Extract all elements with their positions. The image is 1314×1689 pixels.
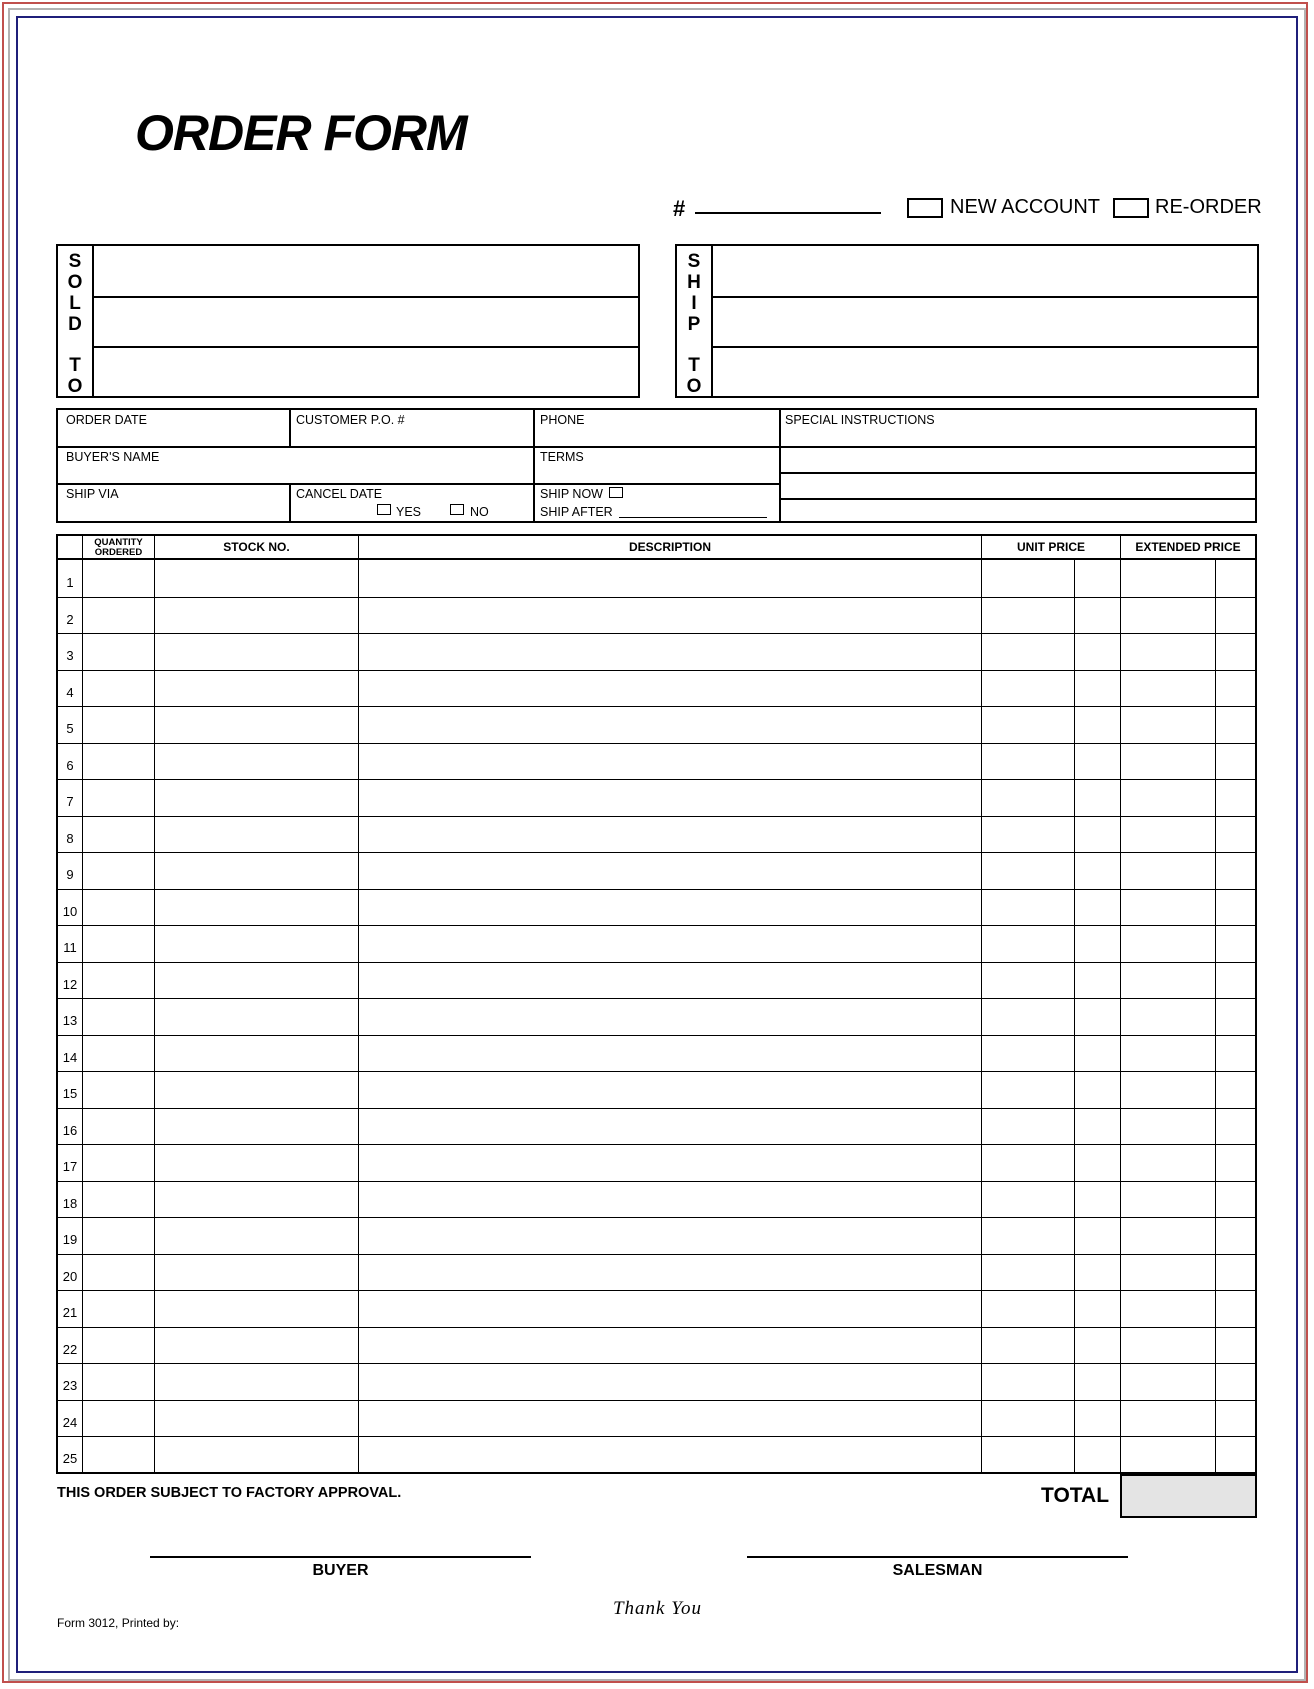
row-number: 12 xyxy=(62,976,78,992)
table-row-line xyxy=(58,852,1255,853)
sold-to-letter: O xyxy=(67,376,83,397)
row-number: 8 xyxy=(66,830,74,846)
sold-to-letter: O xyxy=(67,272,83,293)
table-row-line xyxy=(58,1363,1255,1364)
thank-you-text: Thank You xyxy=(612,1598,703,1619)
ship-to-letter: O xyxy=(686,376,702,397)
row-number: 13 xyxy=(62,1013,78,1028)
column-line xyxy=(358,536,359,1472)
row-number: 24 xyxy=(62,1414,78,1430)
grid-line xyxy=(58,483,779,485)
sold-to-label xyxy=(58,246,94,396)
terms-label: TERMS xyxy=(540,450,584,464)
row-number: 21 xyxy=(62,1305,78,1320)
row-number: 22 xyxy=(62,1341,78,1357)
ship-after-label: SHIP AFTER xyxy=(540,505,613,519)
special-instructions-label: SPECIAL INSTRUCTIONS xyxy=(785,413,935,427)
ship-to-letter: T xyxy=(688,355,700,376)
row-number: 23 xyxy=(62,1378,78,1393)
extended-price-header: EXTENDED PRICE xyxy=(1135,540,1241,554)
grid-line xyxy=(779,410,781,521)
cents-column-line xyxy=(1074,558,1075,1472)
total-field[interactable] xyxy=(1120,1474,1257,1518)
table-row-line xyxy=(58,1144,1255,1145)
grid-line xyxy=(289,410,291,446)
table-row-line xyxy=(58,1217,1255,1218)
row-number: 3 xyxy=(66,648,74,663)
row-number: 5 xyxy=(66,721,74,736)
row-number: 20 xyxy=(62,1268,78,1284)
buyers-name-label: BUYER'S NAME xyxy=(66,450,160,464)
table-row-line xyxy=(58,925,1255,926)
stock-no-header: STOCK NO. xyxy=(223,540,290,554)
row-number: 4 xyxy=(66,684,74,700)
table-row-line xyxy=(58,998,1255,999)
ship-to-letter: S xyxy=(687,251,701,272)
salesman-label: SALESMAN xyxy=(892,1562,983,1579)
ship-via-label: SHIP VIA xyxy=(66,487,119,501)
cancel-date-label: CANCEL DATE xyxy=(296,487,383,501)
cancel-yes-label: YES xyxy=(396,505,422,519)
table-row-line xyxy=(58,706,1255,707)
reorder-checkbox[interactable] xyxy=(1113,198,1149,218)
table-row-line xyxy=(58,1400,1255,1401)
order-info-grid xyxy=(56,408,1257,523)
grid-line xyxy=(533,410,535,521)
unit-price-header: UNIT PRICE xyxy=(1016,540,1085,554)
table-row-line xyxy=(58,1181,1255,1182)
reorder-label: RE-ORDER xyxy=(1155,196,1262,218)
sold-to-box xyxy=(56,244,640,398)
salesman-signature-line[interactable] xyxy=(747,1556,1128,1558)
line-items-table xyxy=(56,534,1257,1474)
ship-now-checkbox[interactable] xyxy=(609,487,623,498)
quantity-header xyxy=(83,538,154,558)
ship-to-box xyxy=(675,244,1259,398)
cancel-no-label: NO xyxy=(470,505,489,519)
ship-to-line xyxy=(713,346,1257,348)
row-number: 15 xyxy=(62,1086,78,1101)
column-line xyxy=(981,536,982,1472)
sold-to-letter: T xyxy=(69,355,81,376)
page-title: ORDER FORM xyxy=(135,105,467,161)
header-divider xyxy=(58,558,1255,560)
table-row-line xyxy=(58,633,1255,634)
sold-to-line xyxy=(94,346,638,348)
ship-after-field[interactable] xyxy=(619,517,767,518)
table-row-line xyxy=(58,1108,1255,1109)
ship-to-letter: I xyxy=(691,293,697,314)
table-row-line xyxy=(58,1035,1255,1036)
table-row-line xyxy=(58,1071,1255,1072)
quantity-header-line2: ORDERED xyxy=(94,547,143,558)
phone-label: PHONE xyxy=(540,413,585,427)
factory-approval-note: THIS ORDER SUBJECT TO FACTORY APPROVAL. xyxy=(57,1485,402,1501)
ship-to-line xyxy=(713,296,1257,298)
order-date-label: ORDER DATE xyxy=(66,413,148,427)
row-number: 25 xyxy=(62,1451,78,1466)
row-number: 1 xyxy=(66,575,74,590)
row-number: 10 xyxy=(62,903,78,919)
column-line xyxy=(154,536,155,1472)
quantity-header-line1: QUANTITY xyxy=(94,537,143,548)
form-info: Form 3012, Printed by: xyxy=(57,1616,180,1630)
table-row-line xyxy=(58,779,1255,780)
table-row-line xyxy=(58,1254,1255,1255)
table-row-line xyxy=(58,1327,1255,1328)
row-number: 17 xyxy=(62,1159,78,1174)
ship-to-letter: H xyxy=(687,272,701,293)
table-row-line xyxy=(58,1436,1255,1437)
row-number: 7 xyxy=(66,794,74,809)
row-number: 14 xyxy=(62,1049,78,1065)
sold-to-letter: S xyxy=(68,251,82,272)
row-number: 2 xyxy=(66,611,74,627)
total-label: TOTAL xyxy=(1041,1484,1110,1507)
ship-to-label xyxy=(677,246,713,396)
table-row-line xyxy=(58,816,1255,817)
order-number-field[interactable] xyxy=(695,212,881,214)
table-row-line xyxy=(58,670,1255,671)
cancel-no-checkbox[interactable] xyxy=(450,504,464,515)
cancel-yes-checkbox[interactable] xyxy=(377,504,391,515)
row-number: 11 xyxy=(63,940,77,955)
ship-now-label: SHIP NOW xyxy=(540,487,603,501)
sold-to-letter: D xyxy=(68,314,82,335)
row-number: 6 xyxy=(66,757,74,773)
table-row-line xyxy=(58,889,1255,890)
table-row-line xyxy=(58,962,1255,963)
cents-column-line xyxy=(1215,558,1216,1472)
description-header: DESCRIPTION xyxy=(628,540,711,554)
grid-line xyxy=(58,446,779,448)
row-number: 16 xyxy=(62,1122,78,1138)
grid-line xyxy=(289,483,291,521)
ship-to-letter: P xyxy=(687,314,701,335)
order-number-symbol: # xyxy=(673,196,686,221)
new-account-label: NEW ACCOUNT xyxy=(950,196,1100,218)
row-number: 19 xyxy=(62,1232,78,1247)
sold-to-letter: L xyxy=(69,293,81,314)
table-row-line xyxy=(58,1290,1255,1291)
table-row-line xyxy=(58,743,1255,744)
buyer-signature-line[interactable] xyxy=(150,1556,531,1558)
table-row-line xyxy=(58,597,1255,598)
new-account-checkbox[interactable] xyxy=(907,198,943,218)
row-number: 9 xyxy=(66,867,74,882)
column-line xyxy=(1120,536,1121,1472)
customer-po-label: CUSTOMER P.O. # xyxy=(296,413,405,427)
grid-line xyxy=(779,472,1255,474)
sold-to-line xyxy=(94,296,638,298)
row-number: 18 xyxy=(62,1195,78,1211)
buyer-label: BUYER xyxy=(312,1562,369,1579)
grid-line xyxy=(779,446,1255,448)
column-line xyxy=(82,536,83,1472)
grid-line xyxy=(779,498,1255,500)
